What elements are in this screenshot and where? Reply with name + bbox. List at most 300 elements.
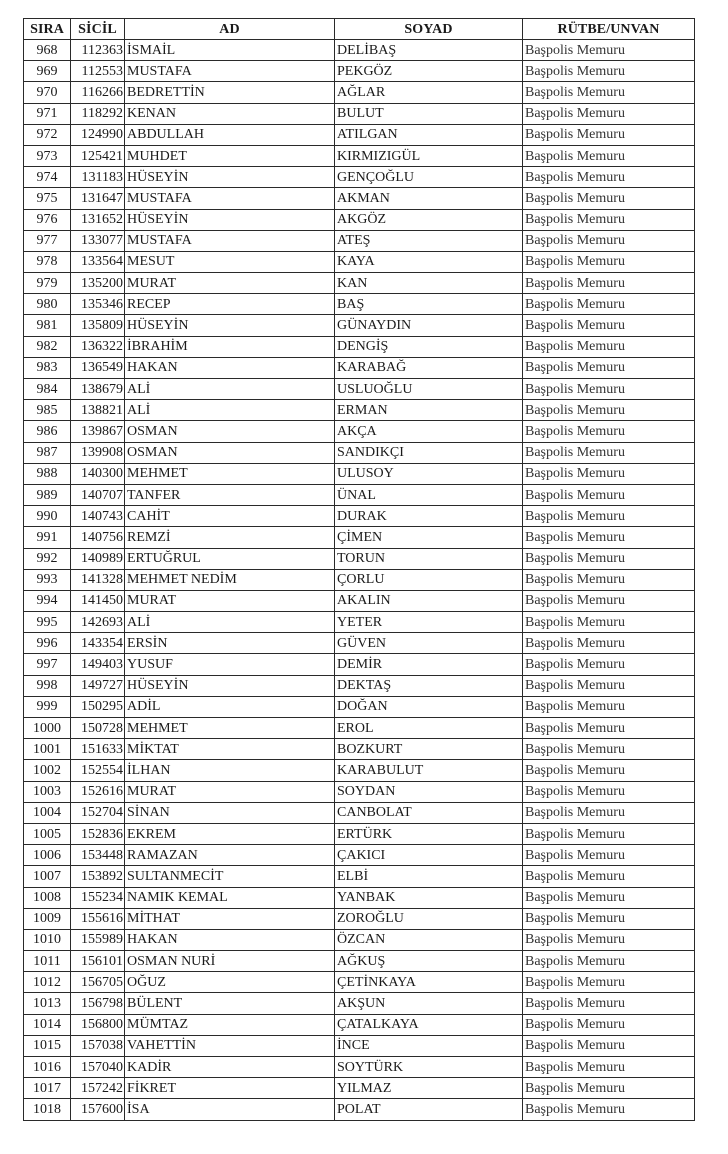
cell-ad: İSA — [125, 1099, 335, 1120]
cell-sira: 1009 — [24, 908, 71, 929]
cell-rutbe-unvan: Başpolis Memuru — [523, 103, 695, 124]
cell-ad: NAMIK KEMAL — [125, 887, 335, 908]
cell-rutbe-unvan: Başpolis Memuru — [523, 569, 695, 590]
cell-rutbe-unvan: Başpolis Memuru — [523, 972, 695, 993]
table-row — [24, 633, 695, 654]
cell-sira: 988 — [24, 463, 71, 484]
cell-rutbe-unvan: Başpolis Memuru — [523, 294, 695, 315]
cell-sira: 993 — [24, 569, 71, 590]
cell-sira: 969 — [24, 61, 71, 82]
cell-sira: 976 — [24, 209, 71, 230]
cell-rutbe-unvan: Başpolis Memuru — [523, 887, 695, 908]
table-row — [24, 124, 695, 145]
cell-sicil: 157038 — [71, 1035, 125, 1056]
cell-sicil: 131183 — [71, 167, 125, 188]
cell-soyad: AĞKUŞ — [335, 951, 523, 972]
cell-soyad: GÜVEN — [335, 633, 523, 654]
cell-sira: 979 — [24, 273, 71, 294]
cell-sira: 1004 — [24, 802, 71, 823]
cell-sira: 981 — [24, 315, 71, 336]
cell-sicil: 152554 — [71, 760, 125, 781]
cell-soyad: ERMAN — [335, 400, 523, 421]
cell-sicil: 149727 — [71, 675, 125, 696]
cell-soyad: YETER — [335, 612, 523, 633]
cell-ad: REMZİ — [125, 527, 335, 548]
cell-rutbe-unvan: Başpolis Memuru — [523, 484, 695, 505]
cell-ad: MURAT — [125, 781, 335, 802]
cell-rutbe-unvan: Başpolis Memuru — [523, 421, 695, 442]
cell-ad: OĞUZ — [125, 972, 335, 993]
header-soyad: SOYAD — [335, 19, 523, 40]
cell-ad: HÜSEYİN — [125, 315, 335, 336]
cell-sicil: 141328 — [71, 569, 125, 590]
cell-sicil: 140756 — [71, 527, 125, 548]
cell-sira: 990 — [24, 506, 71, 527]
table-row — [24, 40, 695, 61]
cell-ad: ABDULLAH — [125, 124, 335, 145]
cell-soyad: ULUSOY — [335, 463, 523, 484]
table-row — [24, 845, 695, 866]
cell-soyad: ÜNAL — [335, 484, 523, 505]
cell-soyad: AKGÖZ — [335, 209, 523, 230]
cell-rutbe-unvan: Başpolis Memuru — [523, 845, 695, 866]
cell-sicil: 150728 — [71, 718, 125, 739]
cell-rutbe-unvan: Başpolis Memuru — [523, 1014, 695, 1035]
cell-soyad: DENGİŞ — [335, 336, 523, 357]
cell-rutbe-unvan: Başpolis Memuru — [523, 209, 695, 230]
cell-sira: 998 — [24, 675, 71, 696]
table-row — [24, 718, 695, 739]
cell-ad: MURAT — [125, 273, 335, 294]
cell-rutbe-unvan: Başpolis Memuru — [523, 400, 695, 421]
table-row — [24, 527, 695, 548]
cell-rutbe-unvan: Başpolis Memuru — [523, 823, 695, 844]
table-row — [24, 103, 695, 124]
cell-ad: OSMAN — [125, 442, 335, 463]
cell-ad: CAHİT — [125, 506, 335, 527]
table-row — [24, 1078, 695, 1099]
cell-ad: MEHMET NEDİM — [125, 569, 335, 590]
cell-soyad: AKALIN — [335, 590, 523, 611]
cell-soyad: KIRMIZIGÜL — [335, 145, 523, 166]
table-row — [24, 993, 695, 1014]
table-row — [24, 569, 695, 590]
cell-rutbe-unvan: Başpolis Memuru — [523, 696, 695, 717]
cell-soyad: BOZKURT — [335, 739, 523, 760]
cell-rutbe-unvan: Başpolis Memuru — [523, 357, 695, 378]
cell-sira: 1013 — [24, 993, 71, 1014]
cell-ad: RAMAZAN — [125, 845, 335, 866]
table-row — [24, 506, 695, 527]
table-row — [24, 951, 695, 972]
cell-sicil: 153892 — [71, 866, 125, 887]
cell-sira: 992 — [24, 548, 71, 569]
table-body — [24, 40, 695, 1121]
table-row — [24, 760, 695, 781]
table-row — [24, 484, 695, 505]
cell-ad: EKREM — [125, 823, 335, 844]
cell-rutbe-unvan: Başpolis Memuru — [523, 145, 695, 166]
cell-ad: VAHETTİN — [125, 1035, 335, 1056]
table-row — [24, 802, 695, 823]
cell-rutbe-unvan: Başpolis Memuru — [523, 718, 695, 739]
cell-ad: MUSTAFA — [125, 230, 335, 251]
cell-ad: MÜMTAZ — [125, 1014, 335, 1035]
cell-sira: 1014 — [24, 1014, 71, 1035]
table-row — [24, 654, 695, 675]
cell-rutbe-unvan: Başpolis Memuru — [523, 1099, 695, 1120]
cell-sicil: 149403 — [71, 654, 125, 675]
cell-sira: 984 — [24, 379, 71, 400]
cell-sira: 999 — [24, 696, 71, 717]
header-row — [24, 19, 695, 40]
cell-ad: HAKAN — [125, 929, 335, 950]
cell-rutbe-unvan: Başpolis Memuru — [523, 781, 695, 802]
cell-sira: 1001 — [24, 739, 71, 760]
cell-soyad: ÇORLU — [335, 569, 523, 590]
cell-sira: 1018 — [24, 1099, 71, 1120]
cell-rutbe-unvan: Başpolis Memuru — [523, 1035, 695, 1056]
table-row — [24, 251, 695, 272]
cell-soyad: POLAT — [335, 1099, 523, 1120]
table-row — [24, 590, 695, 611]
cell-soyad: ÖZCAN — [335, 929, 523, 950]
cell-rutbe-unvan: Başpolis Memuru — [523, 273, 695, 294]
table-row — [24, 379, 695, 400]
cell-soyad: ATEŞ — [335, 230, 523, 251]
cell-soyad: DEMİR — [335, 654, 523, 675]
cell-sira: 986 — [24, 421, 71, 442]
cell-ad: OSMAN NURİ — [125, 951, 335, 972]
cell-rutbe-unvan: Başpolis Memuru — [523, 124, 695, 145]
cell-sicil: 155989 — [71, 929, 125, 950]
cell-soyad: ÇAKICI — [335, 845, 523, 866]
cell-soyad: GÜNAYDIN — [335, 315, 523, 336]
cell-sicil: 152836 — [71, 823, 125, 844]
table-row — [24, 273, 695, 294]
cell-sicil: 140989 — [71, 548, 125, 569]
cell-ad: MİTHAT — [125, 908, 335, 929]
cell-ad: MEHMET — [125, 718, 335, 739]
cell-sira: 985 — [24, 400, 71, 421]
cell-ad: SİNAN — [125, 802, 335, 823]
cell-sicil: 139867 — [71, 421, 125, 442]
cell-sicil: 135346 — [71, 294, 125, 315]
cell-soyad: BAŞ — [335, 294, 523, 315]
cell-ad: ADİL — [125, 696, 335, 717]
table-row — [24, 61, 695, 82]
cell-rutbe-unvan: Başpolis Memuru — [523, 336, 695, 357]
cell-rutbe-unvan: Başpolis Memuru — [523, 1078, 695, 1099]
cell-sira: 1011 — [24, 951, 71, 972]
cell-sira: 1012 — [24, 972, 71, 993]
personnel-table — [23, 18, 695, 1121]
cell-sira: 1017 — [24, 1078, 71, 1099]
cell-soyad: AKMAN — [335, 188, 523, 209]
cell-sicil: 156798 — [71, 993, 125, 1014]
cell-sicil: 143354 — [71, 633, 125, 654]
table-row — [24, 1057, 695, 1078]
table-row — [24, 188, 695, 209]
cell-sicil: 142693 — [71, 612, 125, 633]
cell-soyad: PEKGÖZ — [335, 61, 523, 82]
cell-rutbe-unvan: Başpolis Memuru — [523, 82, 695, 103]
cell-rutbe-unvan: Başpolis Memuru — [523, 929, 695, 950]
table-row — [24, 357, 695, 378]
cell-sicil: 136549 — [71, 357, 125, 378]
table-row — [24, 421, 695, 442]
table-row — [24, 1099, 695, 1120]
cell-soyad: SOYDAN — [335, 781, 523, 802]
cell-ad: HÜSEYİN — [125, 167, 335, 188]
cell-sicil: 140707 — [71, 484, 125, 505]
cell-soyad: DURAK — [335, 506, 523, 527]
cell-ad: MUSTAFA — [125, 188, 335, 209]
cell-sira: 982 — [24, 336, 71, 357]
header-rutbe-unvan: RÜTBE/UNVAN — [523, 19, 695, 40]
header-sira: SIRA — [24, 19, 71, 40]
table-row — [24, 781, 695, 802]
cell-soyad: KAYA — [335, 251, 523, 272]
cell-sicil: 156705 — [71, 972, 125, 993]
cell-sicil: 131652 — [71, 209, 125, 230]
cell-rutbe-unvan: Başpolis Memuru — [523, 654, 695, 675]
cell-sicil: 138821 — [71, 400, 125, 421]
cell-ad: ALİ — [125, 379, 335, 400]
cell-soyad: CANBOLAT — [335, 802, 523, 823]
cell-soyad: İNCE — [335, 1035, 523, 1056]
cell-sicil: 140300 — [71, 463, 125, 484]
cell-soyad: AKÇA — [335, 421, 523, 442]
cell-sira: 980 — [24, 294, 71, 315]
cell-ad: ALİ — [125, 612, 335, 633]
cell-rutbe-unvan: Başpolis Memuru — [523, 61, 695, 82]
cell-ad: YUSUF — [125, 654, 335, 675]
table-row — [24, 696, 695, 717]
cell-sicil: 112553 — [71, 61, 125, 82]
cell-sicil: 157242 — [71, 1078, 125, 1099]
cell-sicil: 150295 — [71, 696, 125, 717]
cell-sira: 978 — [24, 251, 71, 272]
cell-sira: 989 — [24, 484, 71, 505]
cell-sicil: 141450 — [71, 590, 125, 611]
cell-sira: 987 — [24, 442, 71, 463]
table-row — [24, 675, 695, 696]
cell-rutbe-unvan: Başpolis Memuru — [523, 188, 695, 209]
cell-sira: 1006 — [24, 845, 71, 866]
cell-sira: 973 — [24, 145, 71, 166]
cell-sira: 974 — [24, 167, 71, 188]
cell-ad: MUSTAFA — [125, 61, 335, 82]
cell-rutbe-unvan: Başpolis Memuru — [523, 442, 695, 463]
header-sicil: SİCİL — [71, 19, 125, 40]
cell-sira: 975 — [24, 188, 71, 209]
cell-rutbe-unvan: Başpolis Memuru — [523, 675, 695, 696]
cell-rutbe-unvan: Başpolis Memuru — [523, 866, 695, 887]
table-row — [24, 612, 695, 633]
cell-soyad: TORUN — [335, 548, 523, 569]
cell-rutbe-unvan: Başpolis Memuru — [523, 633, 695, 654]
cell-rutbe-unvan: Başpolis Memuru — [523, 739, 695, 760]
cell-sira: 1016 — [24, 1057, 71, 1078]
cell-rutbe-unvan: Başpolis Memuru — [523, 802, 695, 823]
cell-sira: 1000 — [24, 718, 71, 739]
cell-sicil: 138679 — [71, 379, 125, 400]
cell-sicil: 156800 — [71, 1014, 125, 1035]
cell-soyad: SANDIKÇI — [335, 442, 523, 463]
cell-ad: MİKTAT — [125, 739, 335, 760]
cell-sicil: 157600 — [71, 1099, 125, 1120]
cell-soyad: YANBAK — [335, 887, 523, 908]
table-row — [24, 442, 695, 463]
cell-sicil: 152704 — [71, 802, 125, 823]
cell-sicil: 139908 — [71, 442, 125, 463]
cell-sira: 991 — [24, 527, 71, 548]
cell-sicil: 151633 — [71, 739, 125, 760]
cell-ad: SULTANMECİT — [125, 866, 335, 887]
cell-sira: 1003 — [24, 781, 71, 802]
table-row — [24, 167, 695, 188]
cell-rutbe-unvan: Başpolis Memuru — [523, 463, 695, 484]
cell-ad: MUHDET — [125, 145, 335, 166]
table-row — [24, 463, 695, 484]
cell-ad: FİKRET — [125, 1078, 335, 1099]
cell-soyad: KAN — [335, 273, 523, 294]
cell-ad: MURAT — [125, 590, 335, 611]
cell-sira: 977 — [24, 230, 71, 251]
cell-sira: 972 — [24, 124, 71, 145]
table-row — [24, 209, 695, 230]
cell-sicil: 157040 — [71, 1057, 125, 1078]
cell-sira: 968 — [24, 40, 71, 61]
cell-rutbe-unvan: Başpolis Memuru — [523, 951, 695, 972]
cell-rutbe-unvan: Başpolis Memuru — [523, 167, 695, 188]
table-row — [24, 972, 695, 993]
cell-soyad: ERTÜRK — [335, 823, 523, 844]
cell-ad: BÜLENT — [125, 993, 335, 1014]
cell-ad: ERSİN — [125, 633, 335, 654]
cell-rutbe-unvan: Başpolis Memuru — [523, 993, 695, 1014]
cell-ad: MESUT — [125, 251, 335, 272]
cell-rutbe-unvan: Başpolis Memuru — [523, 506, 695, 527]
cell-sicil: 135809 — [71, 315, 125, 336]
cell-soyad: ÇATALKAYA — [335, 1014, 523, 1035]
cell-sira: 994 — [24, 590, 71, 611]
cell-sicil: 140743 — [71, 506, 125, 527]
cell-soyad: KARABULUT — [335, 760, 523, 781]
cell-sicil: 136322 — [71, 336, 125, 357]
cell-soyad: DEKTAŞ — [335, 675, 523, 696]
cell-soyad: YILMAZ — [335, 1078, 523, 1099]
cell-sira: 983 — [24, 357, 71, 378]
table-row — [24, 929, 695, 950]
cell-sira: 1007 — [24, 866, 71, 887]
cell-ad: HAKAN — [125, 357, 335, 378]
cell-sira: 971 — [24, 103, 71, 124]
cell-ad: OSMAN — [125, 421, 335, 442]
cell-ad: HÜSEYİN — [125, 209, 335, 230]
cell-sira: 970 — [24, 82, 71, 103]
cell-ad: İBRAHİM — [125, 336, 335, 357]
cell-rutbe-unvan: Başpolis Memuru — [523, 251, 695, 272]
table-row — [24, 82, 695, 103]
table-row — [24, 908, 695, 929]
cell-sira: 1010 — [24, 929, 71, 950]
cell-ad: RECEP — [125, 294, 335, 315]
cell-rutbe-unvan: Başpolis Memuru — [523, 612, 695, 633]
cell-ad: ERTUĞRUL — [125, 548, 335, 569]
cell-rutbe-unvan: Başpolis Memuru — [523, 1057, 695, 1078]
cell-sicil: 155616 — [71, 908, 125, 929]
cell-soyad: USLUOĞLU — [335, 379, 523, 400]
cell-soyad: DOĞAN — [335, 696, 523, 717]
cell-soyad: AĞLAR — [335, 82, 523, 103]
cell-ad: HÜSEYİN — [125, 675, 335, 696]
table-row — [24, 230, 695, 251]
table-row — [24, 294, 695, 315]
cell-ad: BEDRETTİN — [125, 82, 335, 103]
table-row — [24, 866, 695, 887]
cell-sicil: 133564 — [71, 251, 125, 272]
cell-ad: ALİ — [125, 400, 335, 421]
cell-rutbe-unvan: Başpolis Memuru — [523, 230, 695, 251]
cell-soyad: EROL — [335, 718, 523, 739]
table-row — [24, 548, 695, 569]
cell-sicil: 124990 — [71, 124, 125, 145]
cell-soyad: KARABAĞ — [335, 357, 523, 378]
cell-ad: İLHAN — [125, 760, 335, 781]
cell-soyad: ELBİ — [335, 866, 523, 887]
table-row — [24, 1035, 695, 1056]
cell-soyad: ÇETİNKAYA — [335, 972, 523, 993]
cell-rutbe-unvan: Başpolis Memuru — [523, 40, 695, 61]
cell-soyad: SOYTÜRK — [335, 1057, 523, 1078]
cell-soyad: ATILGAN — [335, 124, 523, 145]
cell-sicil: 135200 — [71, 273, 125, 294]
cell-sira: 996 — [24, 633, 71, 654]
cell-soyad: GENÇOĞLU — [335, 167, 523, 188]
cell-soyad: ZOROĞLU — [335, 908, 523, 929]
cell-sicil: 156101 — [71, 951, 125, 972]
table-row — [24, 315, 695, 336]
cell-sira: 997 — [24, 654, 71, 675]
table-row — [24, 823, 695, 844]
cell-ad: KENAN — [125, 103, 335, 124]
cell-rutbe-unvan: Başpolis Memuru — [523, 548, 695, 569]
cell-sicil: 112363 — [71, 40, 125, 61]
cell-soyad: BULUT — [335, 103, 523, 124]
table-row — [24, 145, 695, 166]
cell-sicil: 155234 — [71, 887, 125, 908]
cell-sicil: 116266 — [71, 82, 125, 103]
cell-sira: 1015 — [24, 1035, 71, 1056]
cell-soyad: ÇİMEN — [335, 527, 523, 548]
cell-soyad: AKŞUN — [335, 993, 523, 1014]
cell-rutbe-unvan: Başpolis Memuru — [523, 379, 695, 400]
cell-sira: 1008 — [24, 887, 71, 908]
cell-sicil: 152616 — [71, 781, 125, 802]
cell-sicil: 131647 — [71, 188, 125, 209]
cell-ad: KADİR — [125, 1057, 335, 1078]
cell-rutbe-unvan: Başpolis Memuru — [523, 315, 695, 336]
table-row — [24, 336, 695, 357]
table-row — [24, 739, 695, 760]
table-row — [24, 887, 695, 908]
cell-rutbe-unvan: Başpolis Memuru — [523, 760, 695, 781]
header-ad: AD — [125, 19, 335, 40]
table-row — [24, 400, 695, 421]
cell-sicil: 153448 — [71, 845, 125, 866]
